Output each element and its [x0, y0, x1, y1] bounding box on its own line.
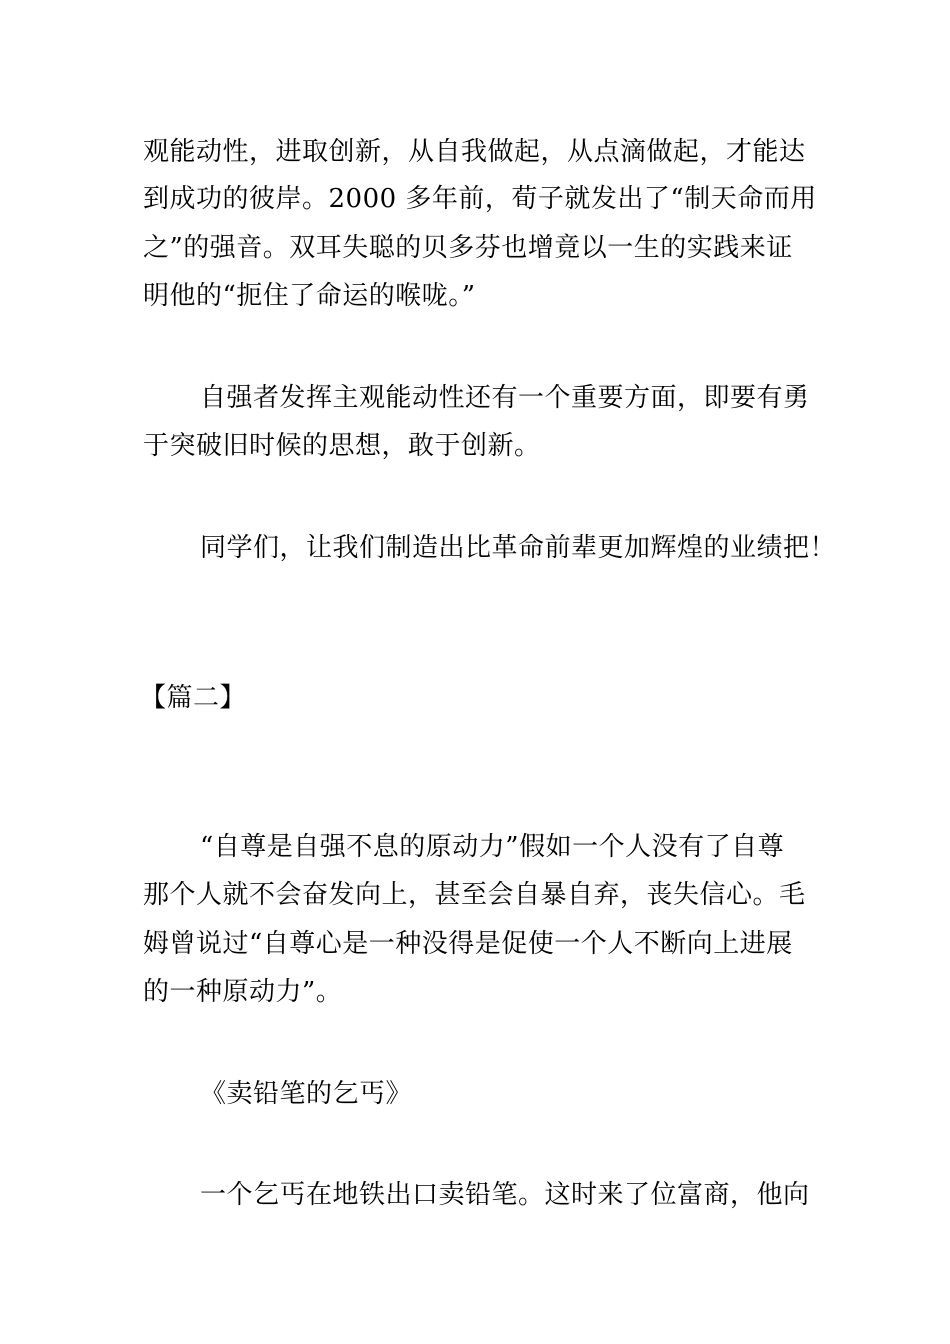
section-heading: 【篇二】 — [140, 683, 247, 713]
paragraph-line: 的一种原动力”。 — [143, 977, 343, 1007]
paragraph-line: 同学们，让我们制造出比革命前辈更加辉煌的业绩把！ — [200, 533, 837, 563]
story-title: 《卖铅笔的乞丐》 — [200, 1079, 413, 1109]
paragraph-line: 那个人就不会奋发向上，甚至会自暴自弃，丧失信心。毛 — [143, 880, 806, 910]
paragraph-line: 自强者发挥主观能动性还有一个重要方面，即要有勇 — [200, 383, 810, 413]
paragraph-line: 到成功的彼岸。2000 多年前，荀子就发出了“制天命而用 — [143, 184, 817, 214]
paragraph-line: 观能动性，进取创新，从自我做起，从点滴做起，才能达 — [143, 137, 806, 167]
paragraph-line: 明他的“扼住了命运的喉咙。” — [143, 281, 476, 311]
paragraph-line: 一个乞丐在地铁出口卖铅笔。这时来了位富商，他向 — [200, 1180, 810, 1210]
paragraph-line: 姆曾说过“自尊心是一种没得是促使一个人不断向上进展 — [143, 929, 793, 959]
paragraph-line: 之”的强音。双耳失聪的贝多芬也增竟以一生的实践来证 — [143, 233, 793, 263]
paragraph-line: “自尊是自强不息的原动力”假如一个人没有了自尊 — [200, 832, 785, 862]
paragraph-line: 于突破旧时候的思想，敢于创新。 — [143, 431, 541, 461]
